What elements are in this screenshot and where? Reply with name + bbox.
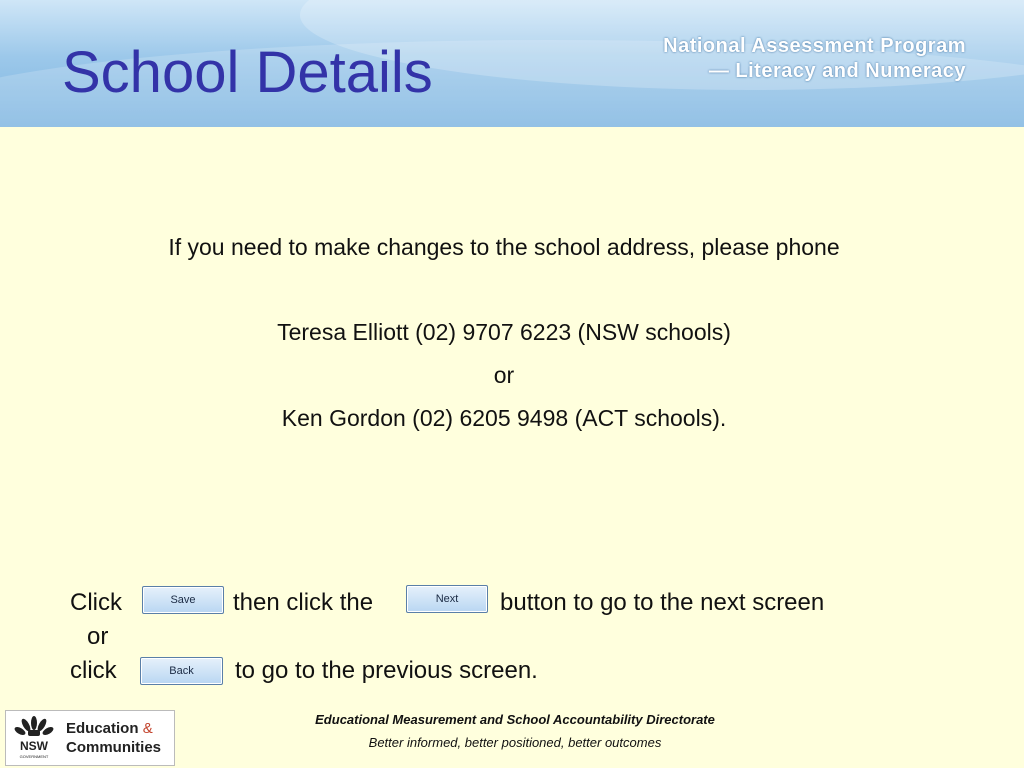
save-button[interactable]: Save xyxy=(142,586,224,614)
or-label: or xyxy=(87,623,109,650)
click-label-2: click xyxy=(70,657,117,684)
contact-act: Ken Gordon (02) 6205 9498 (ACT schools). xyxy=(281,405,727,431)
logo-line-1: Education xyxy=(66,720,139,737)
header-banner xyxy=(0,0,1024,127)
program-line-1: National Assessment Program xyxy=(663,35,966,57)
or-text: or xyxy=(493,362,515,388)
click-label: Click xyxy=(70,589,122,616)
program-line-2: — Literacy and Numeracy xyxy=(708,60,966,82)
back-instruction: to go to the previous screen. xyxy=(235,657,538,684)
program-title xyxy=(516,34,966,84)
logo-nsw: NSW xyxy=(20,739,48,753)
contact-nsw: Teresa Elliott (02) 9707 6223 (NSW schools) xyxy=(277,319,731,345)
logo-ampersand: & xyxy=(142,720,153,737)
footer-tagline: Better informed, better positioned, better outcomes xyxy=(368,735,662,750)
logo-line-2: Communities xyxy=(66,739,162,756)
back-button[interactable]: Back xyxy=(140,657,223,685)
intro-text: If you need to make changes to the school address, please phone xyxy=(168,234,840,260)
next-instruction: button to go to the next screen xyxy=(500,589,825,616)
next-button[interactable]: Next xyxy=(406,585,488,613)
footer-directorate: Educational Measurement and School Accountability Directorate xyxy=(315,712,715,727)
logo-government: GOVERNMENT xyxy=(19,754,49,759)
then-click-label: then click the xyxy=(233,589,374,616)
page-title: School Details xyxy=(62,40,433,105)
